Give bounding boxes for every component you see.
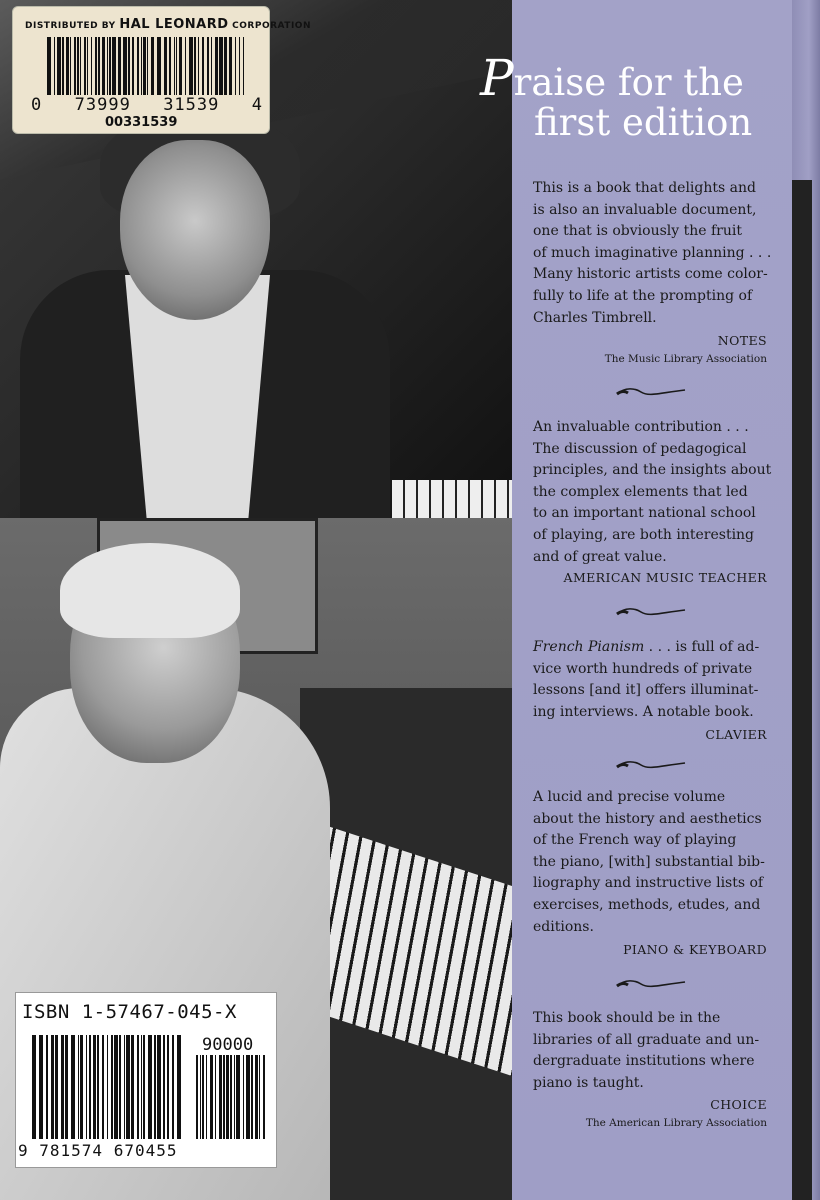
barcode-bar	[167, 1035, 169, 1139]
barcode-bar	[202, 1055, 204, 1139]
barcode-bar	[132, 37, 134, 95]
barcode-bar	[196, 1055, 198, 1139]
barcode-bar	[235, 37, 236, 95]
barcode-bar	[74, 37, 76, 95]
barcode-bar	[46, 1035, 48, 1139]
quote-line: dergraduate institutions where	[533, 1053, 755, 1070]
quote-line: . . . is full of ad-	[644, 639, 760, 655]
quote-line: one that is obviously the fruit	[533, 223, 742, 240]
review-quote-clavier	[533, 637, 773, 723]
quote-line: of much imaginative planning . . .	[533, 244, 772, 261]
barcode-bar	[206, 1055, 207, 1139]
barcode-bar	[80, 37, 81, 95]
review-quote-american-music-teacher	[533, 417, 773, 568]
ornament-divider	[615, 385, 687, 399]
quote-line: piano is taught.	[533, 1074, 644, 1091]
quote-line: lessons [and it] offers illuminat-	[533, 682, 759, 699]
quote-line: of the French way of playing	[533, 832, 737, 849]
barcode-bar	[109, 37, 111, 95]
barcode-bar	[95, 37, 97, 95]
barcode-bar	[151, 37, 154, 95]
upc-barcode	[47, 37, 247, 95]
barcode-bar	[124, 1035, 125, 1139]
review-source-org: The Music Library Association	[604, 353, 767, 365]
book-title-italic: French Pianism	[533, 639, 645, 655]
barcode-bar	[189, 37, 193, 95]
barcode-bar	[141, 37, 142, 95]
quote-line: and of great value.	[533, 548, 667, 565]
barcode-bar	[246, 1055, 250, 1139]
quote-line: vice worth hundreds of private	[533, 660, 753, 677]
quote-line: principles, and the insights about	[533, 462, 772, 479]
barcode-bar	[219, 1055, 222, 1139]
barcode-bar	[210, 1055, 213, 1139]
review-source: PIANO & KEYBOARD	[623, 942, 767, 957]
quote-line: A lucid and precise volume	[533, 789, 726, 805]
barcode-bar	[57, 37, 61, 95]
upc-digit-group: 31539	[163, 95, 220, 115]
distributed-by-label: DISTRIBUTED BY	[25, 21, 116, 31]
review-source: NOTES	[717, 333, 767, 348]
barcode-bar	[91, 37, 92, 95]
barcode-bar	[97, 1035, 99, 1139]
ornament-divider	[615, 605, 687, 619]
piano-keys	[392, 480, 512, 518]
quote-line: Many historic artists come color-	[533, 266, 768, 283]
review-source: CLAVIER	[705, 727, 767, 742]
ornament-divider	[615, 758, 687, 772]
barcode-bar	[111, 1035, 113, 1139]
barcode-bar	[259, 1055, 260, 1139]
barcode-bar	[230, 1055, 232, 1139]
quote-line: This is a book that delights and	[533, 180, 756, 196]
barcode-bar	[163, 1035, 165, 1139]
barcode-bar	[255, 1055, 258, 1139]
barcode-bar	[61, 1035, 64, 1139]
quote-line: ing interviews. A notable book.	[533, 703, 754, 720]
barcode-bar	[131, 1035, 134, 1139]
barcode-bar	[226, 1055, 229, 1139]
barcode-bar	[102, 37, 105, 95]
barcode-bar	[62, 37, 64, 95]
spine-shadow	[792, 180, 812, 1200]
quote-line: This book should be in the	[533, 1010, 721, 1026]
barcode-bar	[54, 37, 55, 95]
quote-line: The discussion of pedagogical	[533, 440, 747, 457]
barcode-bar	[198, 37, 199, 95]
white-hair	[60, 543, 240, 638]
barcode-bar	[66, 37, 69, 95]
barcode-bar	[176, 37, 177, 95]
barcode-bar	[148, 1035, 152, 1139]
barcode-bar	[107, 1035, 108, 1139]
barcode-bar	[70, 37, 71, 95]
barcode-bar	[107, 37, 108, 95]
barcode-bar	[194, 37, 196, 95]
quote-line: An invaluable contribution . . .	[533, 419, 749, 435]
barcode-bar	[84, 37, 86, 95]
barcode-bar	[211, 37, 212, 95]
barcode-bar	[239, 37, 240, 95]
barcode-bar	[143, 37, 146, 95]
quote-line: is also an invaluable document,	[533, 201, 757, 218]
quote-line: exercises, methods, etudes, and	[533, 896, 761, 913]
barcode-bar	[202, 37, 204, 95]
review-quote-notes	[533, 178, 773, 329]
barcode-bar	[229, 37, 232, 95]
barcode-bar	[93, 1035, 96, 1139]
review-source: AMERICAN MUSIC TEACHER	[563, 570, 767, 585]
barcode-bar	[32, 1035, 36, 1139]
corporation-label: CORPORATION	[232, 21, 311, 31]
barcode-bar	[114, 1035, 118, 1139]
barcode-bar	[87, 37, 88, 95]
barcode-bar	[154, 1035, 156, 1139]
barcode-bar	[164, 37, 167, 95]
review-quote-piano-keyboard	[533, 787, 773, 938]
quote-line: to an important national school	[533, 505, 756, 522]
barcode-bar	[98, 37, 100, 95]
barcode-bar	[179, 37, 182, 95]
barcode-bar	[137, 37, 139, 95]
upc-digit-group: 4	[251, 95, 263, 115]
barcode-bar	[243, 37, 244, 95]
barcode-bar	[39, 1035, 43, 1139]
barcode-bar	[177, 1035, 181, 1139]
barcode-bar	[89, 1035, 91, 1139]
isbn-barcode-sticker	[15, 992, 277, 1168]
ean-barcode	[32, 1035, 184, 1139]
barcode-bar	[200, 1055, 201, 1139]
barcode-bar	[77, 37, 79, 95]
item-code: 00331539	[105, 115, 178, 130]
quote-line: editions.	[533, 918, 594, 935]
barcode-bar	[157, 37, 161, 95]
barcode-bar	[215, 37, 218, 95]
barcode-bar	[65, 1035, 68, 1139]
distributor-line	[25, 17, 311, 32]
praise-line1: raise for the	[513, 61, 744, 104]
barcode-bar	[263, 1055, 265, 1139]
barcode-bar	[234, 1055, 235, 1139]
barcode-bar	[141, 1035, 142, 1139]
quote-line: Charles Timbrell.	[533, 309, 657, 326]
barcode-bar	[102, 1035, 104, 1139]
quote-line: about the history and aesthetics	[533, 810, 762, 827]
quote-line: of playing, are both interesting	[533, 526, 755, 543]
barcode-bar	[80, 1035, 83, 1139]
barcode-bar	[236, 1055, 240, 1139]
price-barcode	[196, 1055, 266, 1139]
barcode-bar	[219, 37, 223, 95]
barcode-bar	[137, 1035, 139, 1139]
company-name: HAL LEONARD	[119, 17, 229, 32]
barcode-bar	[51, 1035, 54, 1139]
praise-heading	[480, 49, 780, 144]
quote-line: the complex elements that led	[533, 483, 748, 500]
barcode-bar	[207, 37, 209, 95]
barcode-bar	[126, 1035, 130, 1139]
review-source-org: The American Library Association	[585, 1117, 767, 1129]
barcode-bar	[185, 37, 186, 95]
barcode-bar	[157, 1035, 161, 1139]
review-source: CHOICE	[710, 1097, 767, 1112]
quote-line: liography and instructive lists of	[533, 875, 764, 892]
distributor-barcode-sticker	[12, 6, 311, 134]
review-quote-choice	[533, 1008, 773, 1094]
barcode-bar	[47, 37, 51, 95]
barcode-bar	[243, 1055, 244, 1139]
barcode-bar	[174, 37, 175, 95]
price-code: 90000	[202, 1035, 254, 1055]
upc-digits	[31, 95, 263, 115]
praise-line2: first edition	[534, 101, 753, 144]
barcode-bar	[147, 37, 148, 95]
barcode-bar	[123, 37, 127, 95]
ean-number: 9 781574 670455	[18, 1141, 178, 1160]
quote-line: libraries of all graduate and un-	[533, 1031, 760, 1048]
barcode-bar	[169, 37, 171, 95]
barcode-bar	[143, 1035, 145, 1139]
barcode-bar	[112, 37, 116, 95]
barcode-bar	[223, 1055, 225, 1139]
face	[120, 140, 270, 320]
barcode-bar	[71, 1035, 75, 1139]
barcode-bar	[78, 1035, 79, 1139]
barcode-bar	[172, 1035, 174, 1139]
barcode-bar	[128, 37, 130, 95]
praise-initial: P	[480, 49, 514, 107]
barcode-bar	[251, 1055, 253, 1139]
quote-line: fully to life at the prompting of	[533, 287, 753, 304]
barcode-bar	[118, 37, 121, 95]
isbn-number: ISBN 1-57467-045-X	[22, 1001, 237, 1023]
upc-digit-group: 0	[31, 95, 43, 115]
barcode-bar	[224, 37, 227, 95]
barcode-bar	[55, 1035, 58, 1139]
barcode-bar	[215, 1055, 216, 1139]
quote-line: the piano, [with] substantial bib-	[533, 853, 765, 870]
upc-digit-group: 73999	[74, 95, 131, 115]
barcode-bar	[119, 1035, 121, 1139]
barcode-bar	[86, 1035, 87, 1139]
ornament-divider	[615, 977, 687, 991]
